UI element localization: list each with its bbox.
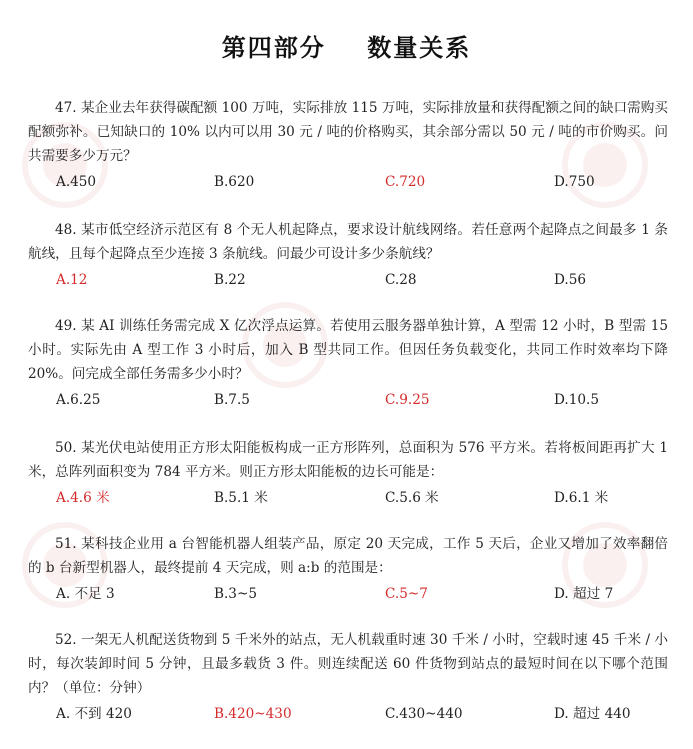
question-stem: 48. 某市低空经济示范区有 8 个无人机起降点，要求设计航线网络。若任意两个起降点之间最多 1 条航线，且每个起降点至少连接 3 条航线。问最少可设计多少条航线？ [28,222,668,262]
question-stem: 50. 某光伏电站使用正方形太阳能板构成一正方形阵列，总面积为 576 平方米。若将板间距再扩大 1 米，总阵列面积变为 784 平方米。则正方形太阳能板的边长可能是： [28,440,668,480]
option-c[interactable]: C.28 [385,272,417,288]
option-row [28,486,668,510]
option-b[interactable]: B.3~5 [214,586,257,602]
question-52 [28,628,668,726]
option-a[interactable]: A.12 [56,272,88,288]
question-48 [28,218,668,292]
option-d[interactable]: D.750 [554,174,595,190]
option-c[interactable]: C.720 [385,174,426,190]
option-a[interactable]: A.4.6 米 [56,490,110,506]
option-c[interactable]: C.5.6 米 [385,490,439,506]
section-title: 第四部分 数量关系 [221,34,472,62]
option-c[interactable]: C.430~440 [385,706,463,722]
question-stem: 52. 一架无人机配送货物到 5 千米外的站点，无人机载重时速 30 千米 / 小时，空载时速 45 千米 / 小时，每次装卸时间 5 分钟，且最多载货 3 件。则连续配送 60 件货物到站点的最短时间在以下哪个范围内？（单位：分钟） [28,632,668,696]
option-b[interactable]: B.620 [214,174,255,190]
option-b[interactable]: B.7.5 [214,392,250,408]
question-50 [28,436,668,510]
question-stem: 47. 某企业去年获得碳配额 100 万吨，实际排放 115 万吨，实际排放量和获得配额之间的缺口需购买配额弥补。已知缺口的 10% 以内可以用 30 元 / 吨的价格购买，其余部分需以 50 元 / 吨的市价购买。问共需要多少万元？ [28,100,668,164]
option-a[interactable]: A.450 [56,174,97,190]
question-stem: 51. 某科技企业用 a 台智能机器人组装产品，原定 20 天完成，工作 5 天后，企业又增加了效率翻倍的 b 台新型机器人，最终提前 4 天完成，则 a:b 的范围是： [28,536,668,576]
option-c[interactable]: C.5~7 [385,586,428,602]
question-stem: 49. 某 AI 训练任务需完成 X 亿次浮点运算。若使用云服务器单独计算，A 型需 12 小时，B 型需 15 小时。实际先由 A 型工作 3 小时后，加入 B 型共同工作。但因任务负载变化，共同工作时效率均下降 20%。问完成全部任务需多少小时？ [28,318,668,382]
option-d[interactable]: D.56 [554,272,587,288]
option-row [28,702,668,726]
option-row [28,268,668,292]
question-51 [28,532,668,606]
option-a[interactable]: A.6.25 [56,392,101,408]
option-b[interactable]: B.5.1 米 [214,490,268,506]
option-d[interactable]: D. 超过 440 [554,706,631,722]
option-d[interactable]: D. 超过 7 [554,586,614,602]
question-47 [28,96,668,194]
option-a[interactable]: A. 不足 3 [56,586,115,602]
question-49 [28,314,668,412]
option-row [28,388,668,412]
option-d[interactable]: D.6.1 米 [554,490,609,506]
option-b[interactable]: B.420~430 [214,706,292,722]
option-d[interactable]: D.10.5 [554,392,600,408]
option-a[interactable]: A. 不到 420 [56,706,132,722]
option-row [28,582,668,606]
option-b[interactable]: B.22 [214,272,246,288]
option-row [28,170,668,194]
option-c[interactable]: C.9.25 [385,392,430,408]
